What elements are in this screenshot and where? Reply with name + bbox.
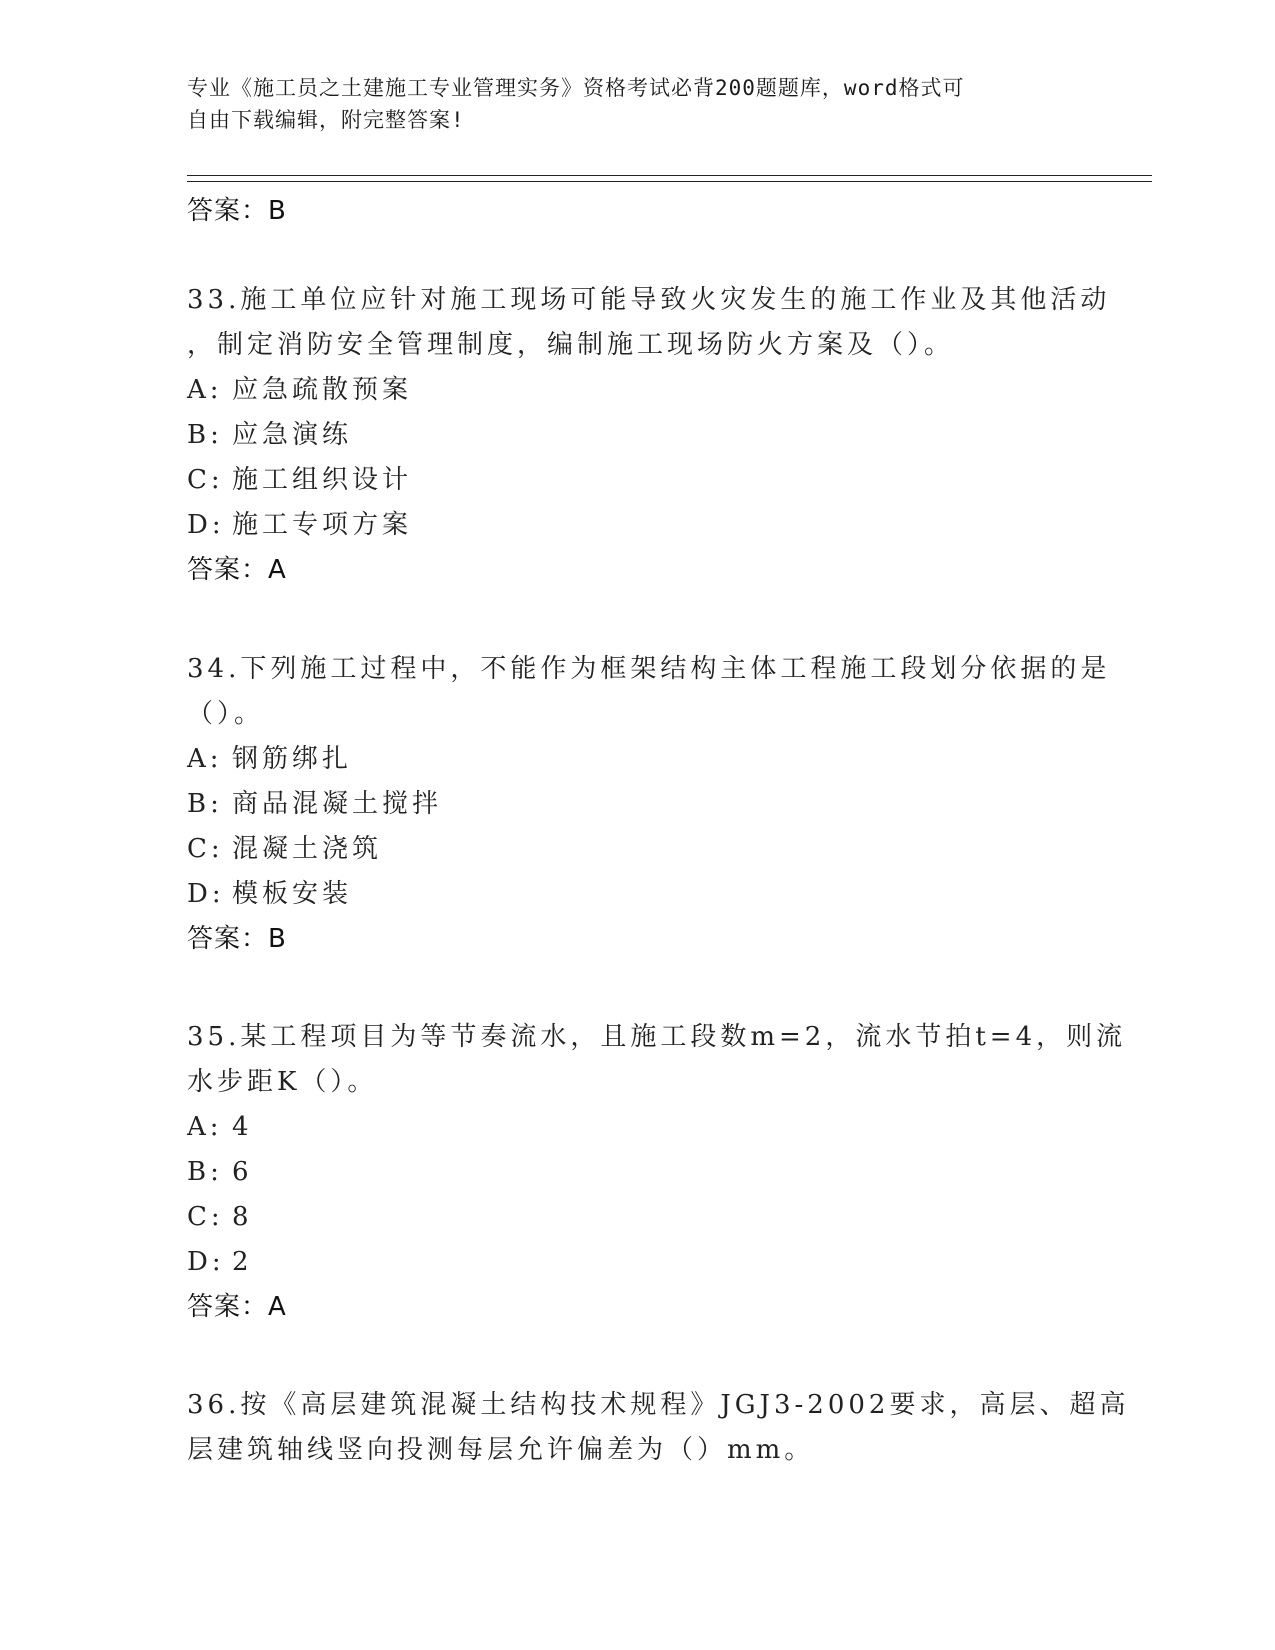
option-key: A: [187, 375, 223, 405]
option-text: 6 [232, 1157, 253, 1187]
option-d [187, 503, 1077, 548]
question-stem-line: 35.某工程项目为等节奏流水，且施工段数m=2，流水节拍t=4，则流 [187, 1022, 1127, 1052]
option-text: 应急疏散预案 [232, 375, 413, 405]
option-text: 模板安装 [232, 879, 353, 909]
question-stem-line: 36.按《高层建筑混凝土结构技术规程》JGJ3-2002要求，高层、超高 [187, 1390, 1130, 1420]
option-text: 施工组织设计 [232, 465, 413, 495]
option-key: B: [187, 1157, 223, 1187]
option-key: B: [187, 420, 223, 450]
question-33 [187, 278, 1111, 593]
option-text: 4 [232, 1112, 253, 1142]
question-stem-line: 水步距K（）。 [187, 1067, 378, 1097]
option-key: A: [187, 1112, 223, 1142]
option-text: 2 [232, 1247, 253, 1277]
answer-label: 答案：A [187, 555, 287, 585]
option-key: D: [187, 879, 225, 909]
header-line-1: 专业《施工员之土建施工专业管理实务》资格考试必背200题题库，word格式可 [187, 76, 965, 100]
answer-label: 答案：A [187, 1292, 287, 1322]
header-line-2: 自由下载编辑，附完整答案! [187, 108, 465, 132]
answer-label: 答案：B [187, 196, 287, 226]
option-key: C: [187, 465, 224, 495]
document-header [187, 72, 1067, 136]
option-b [187, 782, 1077, 827]
question-stem-line: ，制定消防安全管理制度，编制施工现场防火方案及（）。 [187, 330, 955, 360]
question-stem-line: （）。 [187, 699, 265, 729]
option-key: D: [187, 510, 225, 540]
option-d [187, 872, 1077, 917]
option-b [187, 1150, 1077, 1195]
option-key: B: [187, 789, 223, 819]
question-36 [187, 1383, 1130, 1473]
option-c [187, 827, 1077, 872]
option-b [187, 413, 1077, 458]
previous-answer-block [187, 189, 1077, 234]
question-stem-line: 33.施工单位应针对施工现场可能导致火灾发生的施工作业及其他活动 [187, 285, 1111, 315]
option-c [187, 1195, 1077, 1240]
option-text: 钢筋绑扎 [232, 744, 353, 774]
option-c [187, 458, 1077, 503]
option-a [187, 737, 1077, 782]
option-text: 8 [232, 1202, 253, 1232]
option-text: 应急演练 [232, 420, 353, 450]
option-text: 施工专项方案 [232, 510, 413, 540]
option-key: D: [187, 1247, 225, 1277]
option-key: A: [187, 744, 223, 774]
question-35 [187, 1015, 1127, 1330]
question-34 [187, 647, 1111, 962]
question-stem-line: 层建筑轴线竖向投测每层允许偏差为（）mm。 [187, 1435, 815, 1465]
header-rule-top [187, 175, 1152, 176]
option-a [187, 368, 1077, 413]
header-rule-bottom [187, 181, 1152, 182]
option-text: 商品混凝土搅拌 [232, 789, 443, 819]
option-key: C: [187, 1202, 224, 1232]
option-key: C: [187, 834, 224, 864]
option-text: 混凝土浇筑 [232, 834, 383, 864]
question-stem-line: 34.下列施工过程中，不能作为框架结构主体工程施工段划分依据的是 [187, 654, 1111, 684]
option-d [187, 1240, 1077, 1285]
answer-label: 答案：B [187, 924, 287, 954]
option-a [187, 1105, 1077, 1150]
